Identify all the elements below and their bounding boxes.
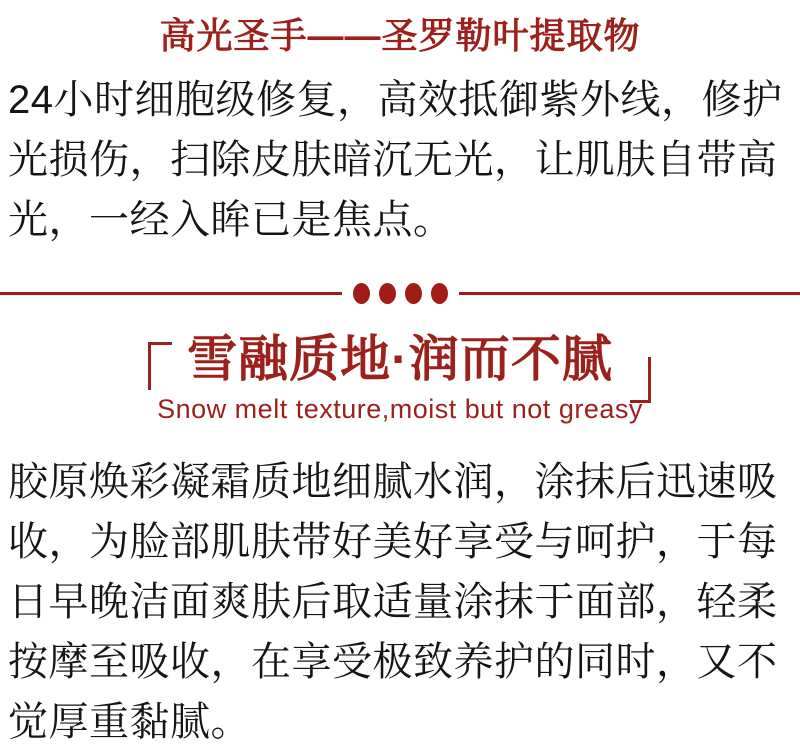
divider-dot (405, 283, 422, 304)
divider-dots (353, 283, 448, 304)
detail-paragraph: 胶原焕彩凝霜质地细腻水润，涂抹后迅速吸收，为脸部肌肤带好美好享受与呵护，于每日早晚洁面爽肤后取适量涂抹于面部，轻柔按摩至吸收，在享受极致养护的同时，又不觉厚重黏腻。 (0, 452, 800, 752)
divider-line-left (0, 292, 342, 295)
product-description-page (0, 14, 800, 753)
corner-bracket-bottom-right (630, 357, 651, 403)
divider-dot (431, 283, 448, 304)
divider-dot (379, 283, 396, 304)
feature-heading-block (0, 330, 800, 435)
corner-bracket-top-left (148, 342, 172, 390)
feature-heading: 雪融质地·润而不腻 (0, 330, 800, 388)
page-title: 高光圣手——圣罗勒叶提取物 (0, 14, 800, 57)
section-divider (0, 282, 800, 304)
feature-subtitle: Snow melt texture,moist but not greasy (0, 392, 800, 426)
divider-dot (353, 283, 370, 304)
intro-paragraph: 24小时细胞级修复，高效抵御紫外线，修护光损伤，扫除皮肤暗沉无光，让肌肤自带高光，一经入眸已是焦点。 (0, 70, 800, 250)
divider-line-right (459, 292, 800, 295)
